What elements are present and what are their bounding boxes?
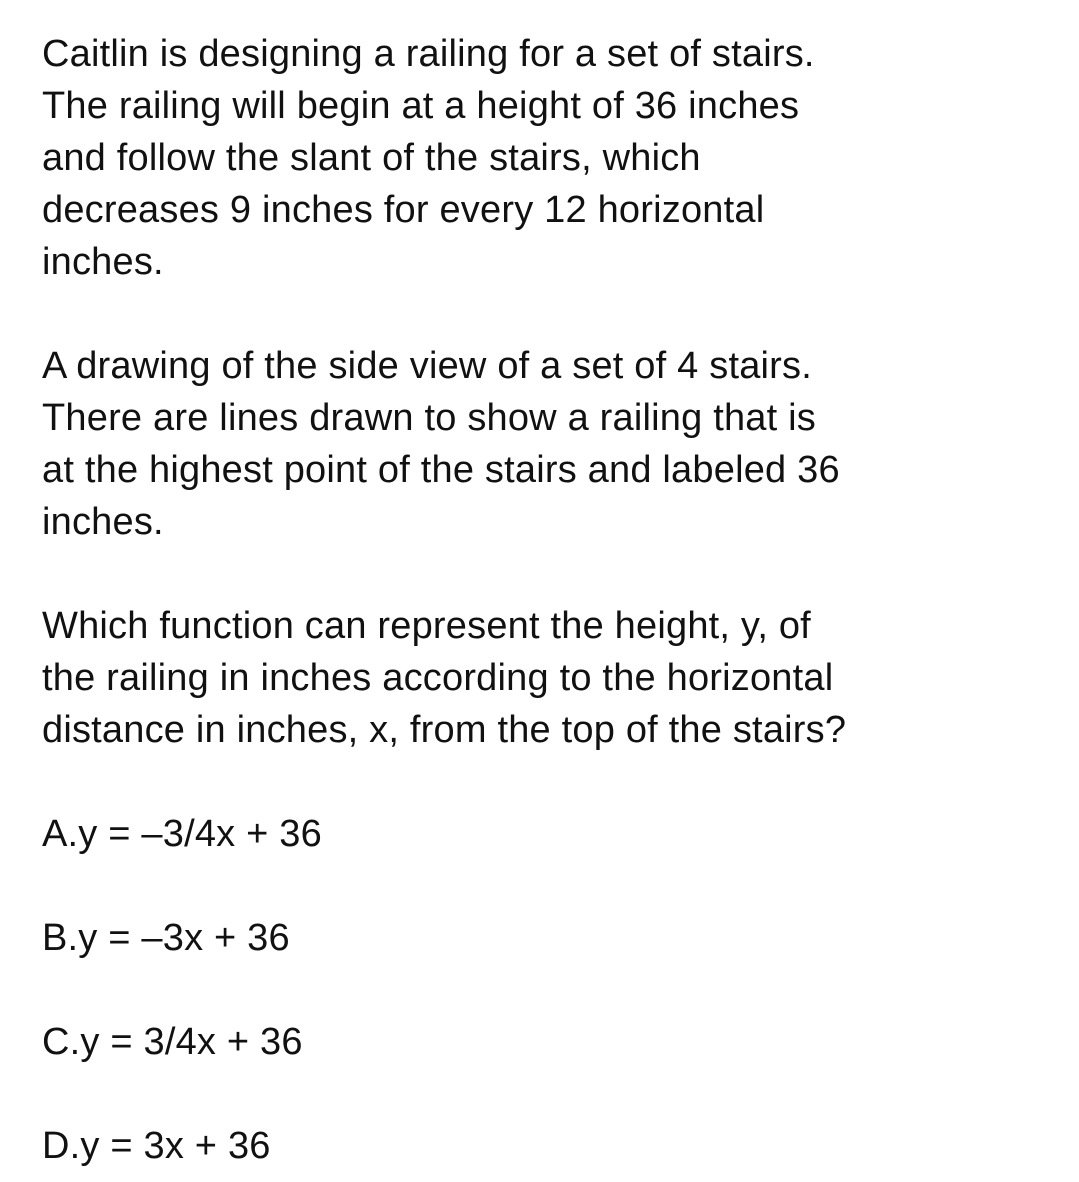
figure-description-line: inches. bbox=[42, 501, 164, 543]
answer-option-d[interactable]: D.y = 3x + 36 bbox=[42, 1125, 271, 1167]
question-line: Which function can represent the height, y, of bbox=[42, 605, 811, 647]
intro-line: inches. bbox=[42, 241, 164, 283]
intro-line: Caitlin is designing a railing for a set of stairs. bbox=[42, 33, 815, 75]
answer-options bbox=[42, 808, 1062, 1172]
figure-description-paragraph bbox=[42, 340, 1062, 548]
answer-option-a[interactable]: A.y = –3/4x + 36 bbox=[42, 813, 322, 855]
question-paragraph bbox=[42, 600, 1062, 756]
question-line: the railing in inches according to the horizontal bbox=[42, 657, 834, 699]
intro-line: decreases 9 inches for every 12 horizontal bbox=[42, 189, 765, 231]
figure-description-line: A drawing of the side view of a set of 4 stairs. bbox=[42, 345, 812, 387]
figure-description-line: There are lines drawn to show a railing that is bbox=[42, 397, 817, 439]
question-line: distance in inches, x, from the top of the stairs? bbox=[42, 709, 847, 751]
intro-line: The railing will begin at a height of 36 inches bbox=[42, 85, 800, 127]
answer-option-c[interactable]: C.y = 3/4x + 36 bbox=[42, 1021, 303, 1063]
intro-paragraph bbox=[42, 28, 1062, 288]
question-document bbox=[42, 28, 1062, 1172]
answer-option-b[interactable]: B.y = –3x + 36 bbox=[42, 917, 290, 959]
figure-description-line: at the highest point of the stairs and labeled 36 bbox=[42, 449, 840, 491]
intro-line: and follow the slant of the stairs, which bbox=[42, 137, 701, 179]
